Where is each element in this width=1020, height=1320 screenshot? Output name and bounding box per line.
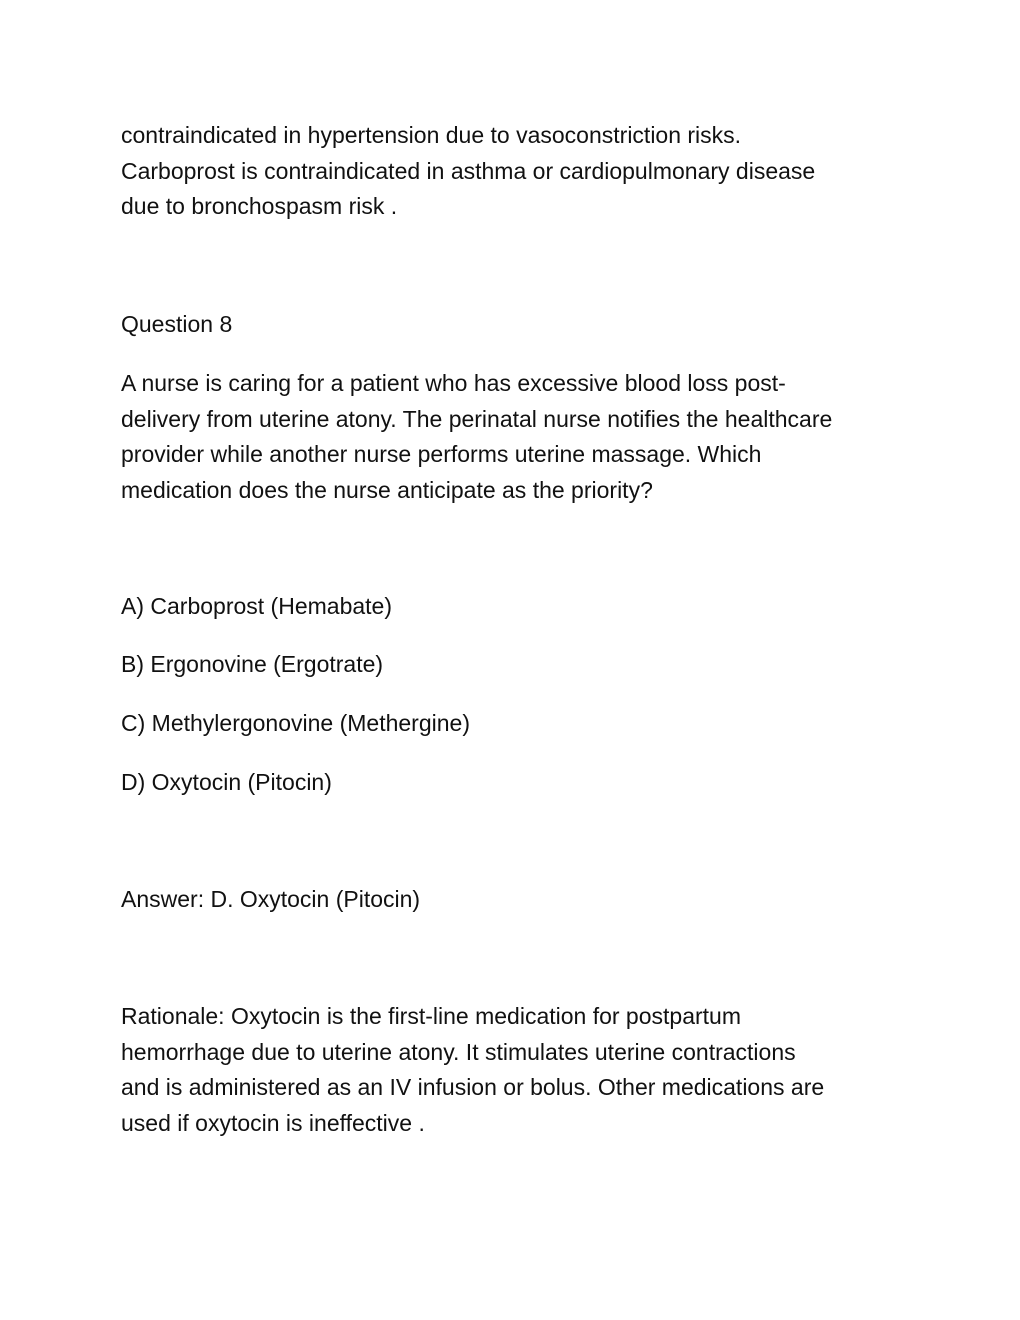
text-line: hemorrhage due to uterine atony. It stimulates uterine contractions <box>121 1038 796 1065</box>
text-line: provider while another nurse performs uterine massage. Which <box>121 441 762 467</box>
option-b: B) Ergonovine (Ergotrate) <box>121 651 384 677</box>
answer-line: Answer: D. Oxytocin (Pitocin) <box>121 886 421 912</box>
text-line: Rationale: Oxytocin is the first-line medication for postpartum <box>121 1003 741 1029</box>
text-line: and is administered as an IV infusion or bolus. Other medications are <box>121 1074 825 1100</box>
text-line: used if oxytocin is ineffective . <box>121 1109 425 1136</box>
text-line: medication does the nurse anticipate as the priority? <box>121 476 653 503</box>
rationale <box>121 999 901 1141</box>
text-line: delivery from uterine atony. The perinatal nurse notifies the healthcare <box>121 405 833 432</box>
question-heading: Question 8 <box>121 311 233 337</box>
previous-rationale-continuation <box>121 118 901 225</box>
text-line: due to bronchospasm risk . <box>121 193 398 219</box>
option-c: C) Methylergonovine (Methergine) <box>121 710 470 736</box>
question-stem <box>121 366 901 508</box>
option-a: A) Carboprost (Hemabate) <box>121 593 392 619</box>
text-line: Carboprost is contraindicated in asthma or cardiopulmonary disease <box>121 157 816 184</box>
option-d: D) Oxytocin (Pitocin) <box>121 769 332 795</box>
text-line: A nurse is caring for a patient who has excessive blood loss post- <box>121 370 786 396</box>
text-line: contraindicated in hypertension due to vasoconstriction risks. <box>121 122 742 148</box>
